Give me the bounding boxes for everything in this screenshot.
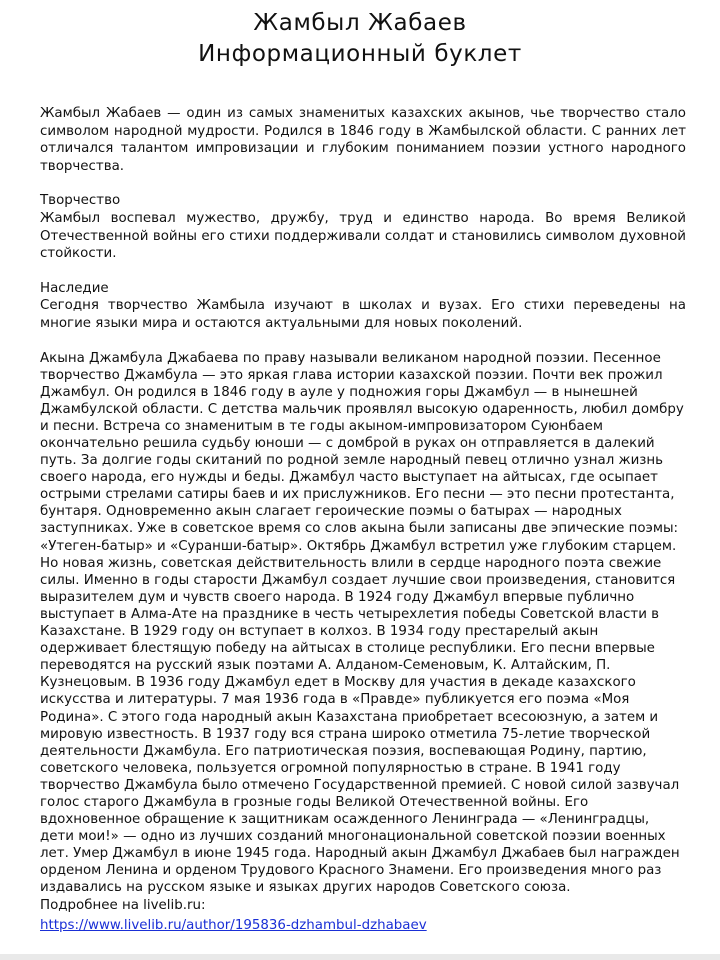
document-body xyxy=(40,105,686,934)
section-text-creativity: Жамбыл воспевал мужество, дружбу, труд и единство народа. Во время Великой Отечественной войны его стихи поддерживали солдат и становились символом духовной стойкости. xyxy=(40,210,686,262)
section-legacy xyxy=(40,280,686,333)
page-bottom-edge xyxy=(0,954,720,960)
title-line-subtitle: Информационный буклет xyxy=(198,41,522,67)
document-title xyxy=(0,8,720,70)
section-text-legacy: Сегодня творчество Жамбыла изучают в школах и вузах. Его стихи переведены на многие языки мира и остаются актуальными для новых поколений. xyxy=(40,298,686,331)
more-info-label: Подробнее на livelib.ru: xyxy=(40,897,206,913)
livelib-link[interactable]: https://www.livelib.ru/author/195836-dzhambul-dzhabaev xyxy=(40,917,427,933)
intro-paragraph: Жамбыл Жабаев — один из самых знаменитых казахских акынов, чье творчество стало символом народной мудрости. Родился в 1846 году в Жамбылской области. С ранних лет отличался талантом импровизации и глубоким пониманием поэзии устного народного творчества. xyxy=(40,106,686,174)
section-heading-legacy: Наследие xyxy=(40,280,109,296)
biography-paragraph: Акына Джамбула Джабаева по праву называли великаном народной поэзии. Песенное творчество Джамбула — это яркая глава истории казахской поэзии. Почти век прожил Джамбул. Он родился в 1846 году в ауле у подножия горы Джамбул — в нынешней Джамбулской области. С детства мальчик проявлял высокую одаренность, любил домбру и песни. Встреча со знаменитым в те годы акыном-импровизатором Суюнбаем окончательно решила судьбу юноши — с домброй в руках он отправляется в далекий путь. За долгие годы скитаний по родной земле народный певец отлично узнал жизнь своего народа, его нужды и беды. Джамбул часто выступает на айтысах, где осыпает острыми стрелами сатиры баев и их прислужников. Его песни — это песни протестанта, бунтаря. Одновременно акын слагает героические поэмы о батырах — народных заступниках. Уже в советское время со слов акына были записаны две эпические поэмы: «Утеген-батыр» и «Суранши-батыр». Октябрь Джамбул встретил уже глубоким старцем. Но новая жизнь, советская действительность влили в сердце народного поэта свежие силы. Именно в годы старости Джамбул создает лучшие свои произведения, становится выразителем дум и чувств своего народа. В 1924 году Джамбул впервые публично выступает в Алма-Ате на празднике в честь четырехлетия победы Советской власти в Казахстане. В 1929 году он вступает в колхоз. В 1934 году престарелый акын одерживает блестящую победу на айтысах в столице республики. Его песни впервые переводятся на русский язык поэтами А. Алданом-Семеновым, К. Алтайским, П. Кузнецовым. В 1936 году Джамбул едет в Москву для участия в декаде казахского искусства и литературы. 7 мая 1936 года в «Правде» публикуется его поэма «Моя Родина». С этого года народный акын Казахстана приобретает всесоюзную, а затем и мировую известность. В 1937 году вся страна широко отметила 75-летие творческой деятельности Джамбула. Его патриотическая поэзия, воспевающая Родину, партию, советского человека, пользуется огромной популярностью в стране. В 1941 году творчество Джамбула было отмечено Государственной премией. С новой силой зазвучал голос старого Джамбула в грозные годы Великой Отечественной войны. Его вдохновенное обращение к защитникам осажденного Ленинграда — «Ленинградцы, дети мои!» — одно из лучших созданий многонациональной советской поэзии военных лет. Умер Джамбул в июне 1945 года. Народный акын Джамбул Джабаев был награжден орденом Ленина и орденом Трудового Красного Знамени. Его произведения много раз издавались на русском языке и языках других народов Советского союза. xyxy=(40,350,684,896)
section-creativity xyxy=(40,192,686,262)
section-heading-creativity: Творчество xyxy=(40,193,121,209)
title-line-name: Жамбыл Жабаев xyxy=(253,10,467,36)
